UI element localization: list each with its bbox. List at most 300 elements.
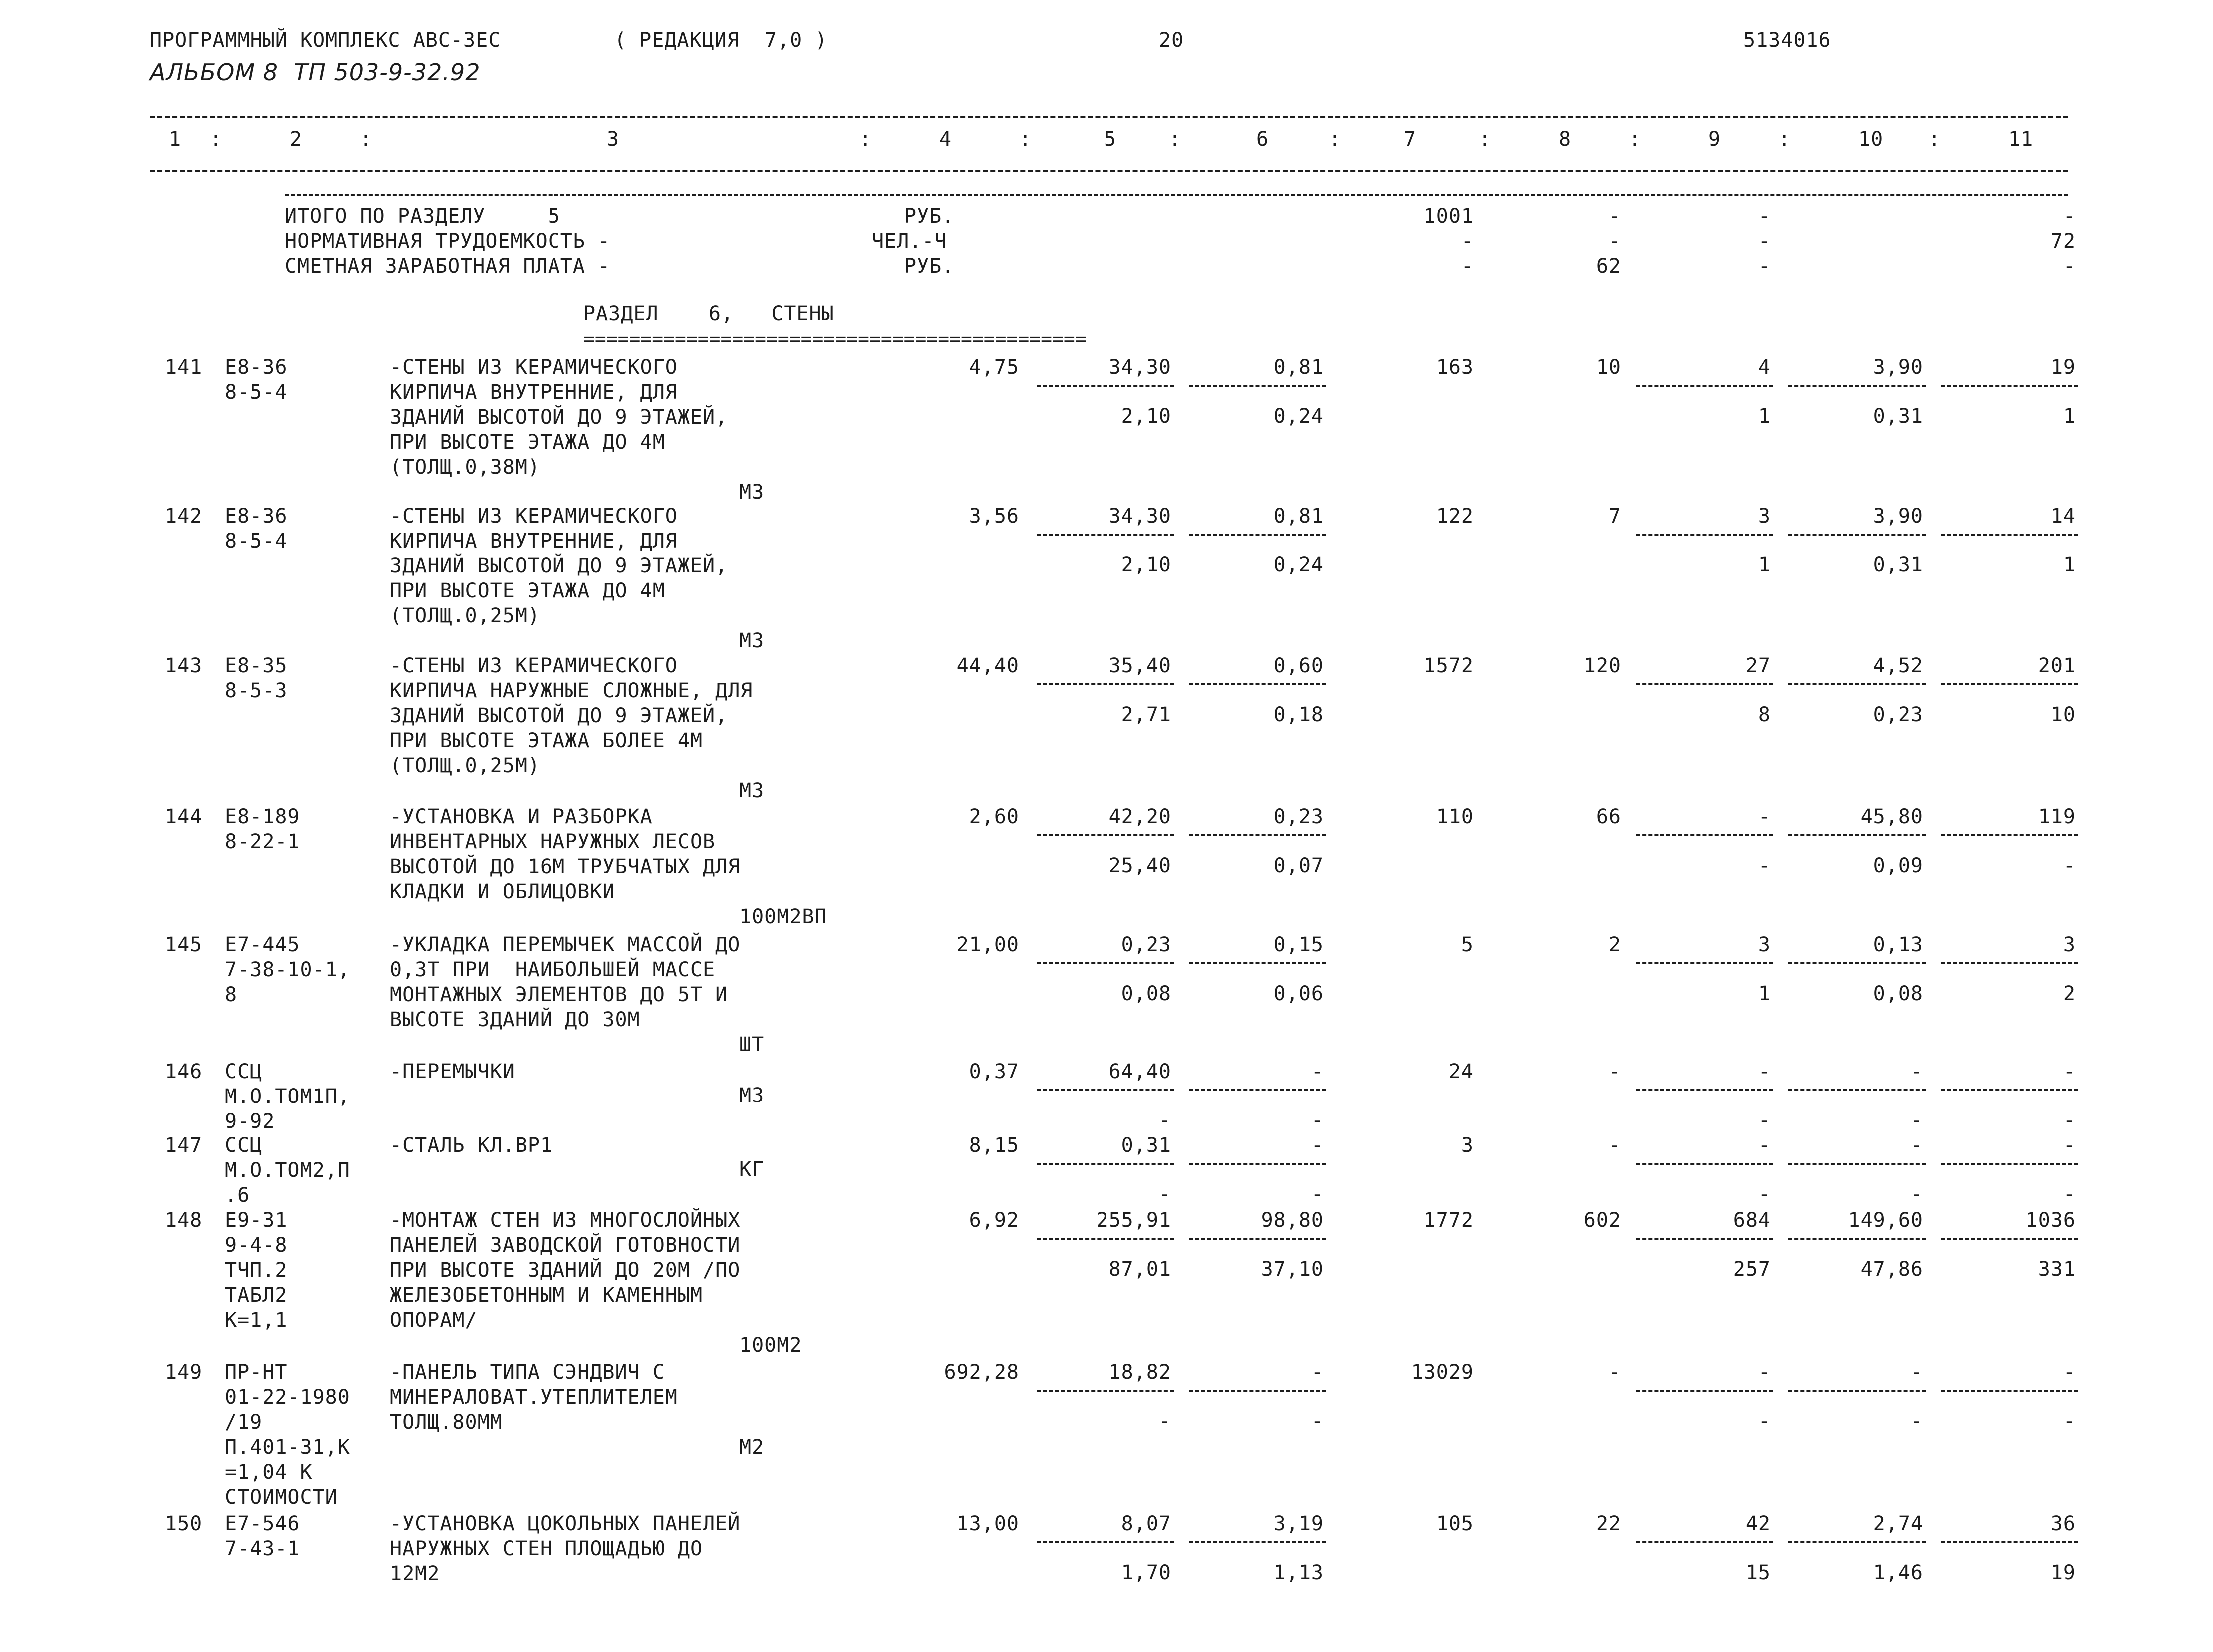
total-wages-value: - <box>1608 1060 1621 1083</box>
work-description: -ПЕРЕМЫЧКИ <box>390 1060 515 1083</box>
row-number: 143 <box>165 654 203 677</box>
totals-col7: - <box>1461 255 1474 278</box>
fraction-rule <box>1788 683 1926 685</box>
work-description: ВЫСОТЕ ЗДАНИЙ ДО 30М <box>390 1008 640 1031</box>
fraction-lower-value: 0,23 <box>1873 703 1923 726</box>
fraction-lower-value: 1 <box>2063 553 2076 576</box>
fraction-rule <box>1941 1163 2078 1165</box>
fraction-rule <box>1788 834 1926 836</box>
column-separator: : <box>1778 128 1791 151</box>
fraction-lower-value: - <box>1758 854 1771 877</box>
fraction-rule <box>1941 534 2078 536</box>
norm-code: 9-4-8 <box>225 1234 288 1257</box>
fraction-lower-value: 1,70 <box>1121 1561 1171 1584</box>
quantity-value: 13,00 <box>956 1512 1019 1535</box>
norm-code: 8 <box>225 983 238 1006</box>
unit-cost-value: 35,40 <box>1108 654 1171 677</box>
work-description: ПРИ ВЫСОТЕ ЭТАЖА ДО 4М <box>390 579 665 602</box>
work-description: 12М2 <box>390 1562 440 1585</box>
total-cost-value: 163 <box>1436 356 1474 379</box>
row-number: 150 <box>165 1512 203 1535</box>
total-wages-value: 22 <box>1596 1512 1621 1535</box>
total-cost-value: 122 <box>1436 505 1474 528</box>
fraction-rule <box>1189 385 1326 387</box>
column-header-10: 10 <box>1858 128 1884 151</box>
labor-unit-value: - <box>1910 1134 1923 1157</box>
fraction-rule <box>1037 534 1174 536</box>
column-header-1: 1 <box>169 128 182 151</box>
work-description: ЗДАНИЙ ВЫСОТОЙ ДО 9 ЭТАЖЕЙ, <box>390 554 728 577</box>
unit-cost-value: 64,40 <box>1108 1060 1171 1083</box>
unit-of-measure: ШТ <box>739 1033 765 1056</box>
work-description: ТОЛЩ.80ММ <box>390 1411 503 1434</box>
work-description: ПАНЕЛЕЙ ЗАВОДСКОЙ ГОТОВНОСТИ <box>390 1234 741 1257</box>
work-description: ВЫСОТОЙ ДО 16М ТРУБЧАТЫХ ДЛЯ <box>390 855 741 878</box>
fraction-rule <box>1189 834 1326 836</box>
fraction-lower-value: 257 <box>1733 1258 1771 1281</box>
fraction-lower-value: - <box>1910 1410 1923 1433</box>
norm-code: 8-5-4 <box>225 381 288 404</box>
labor-total-value: 36 <box>2050 1512 2076 1535</box>
total-machine-value: 27 <box>1745 654 1771 677</box>
fraction-lower-value: 0,06 <box>1273 982 1324 1005</box>
quantity-value: 21,00 <box>956 933 1019 956</box>
fraction-rule <box>1788 962 1926 964</box>
column-separator: : <box>1019 128 1032 151</box>
quantity-value: 3,56 <box>969 505 1019 528</box>
total-cost-value: 3 <box>1461 1134 1474 1157</box>
unit-cost-value: 34,30 <box>1108 356 1171 379</box>
fraction-rule <box>1636 834 1773 836</box>
quantity-value: 4,75 <box>969 356 1019 379</box>
fraction-lower-value: 0,31 <box>1873 553 1923 576</box>
totals-col11: 72 <box>2050 230 2076 253</box>
fraction-rule <box>1636 683 1773 685</box>
fraction-rule <box>1037 1541 1174 1543</box>
fraction-rule <box>1788 385 1926 387</box>
row-number: 142 <box>165 505 203 528</box>
row-number: 141 <box>165 356 203 379</box>
unit-of-measure: М2 <box>739 1436 765 1459</box>
fraction-rule <box>1189 1390 1326 1392</box>
quantity-value: 2,60 <box>969 805 1019 828</box>
unit-machine-cost-value: - <box>1311 1060 1324 1083</box>
totals-rule <box>285 194 2068 196</box>
fraction-rule <box>1189 1163 1326 1165</box>
fraction-rule <box>1788 1163 1926 1165</box>
labor-unit-value: 2,74 <box>1873 1512 1923 1535</box>
norm-code: 8-22-1 <box>225 830 300 853</box>
fraction-lower-value: 2,71 <box>1121 703 1171 726</box>
total-machine-value: - <box>1758 1060 1771 1083</box>
norm-code: 01-22-1980 <box>225 1386 350 1409</box>
totals-col7: - <box>1461 230 1474 253</box>
fraction-lower-value: 0,08 <box>1121 982 1171 1005</box>
norm-code: Е8-36 <box>225 356 288 379</box>
fraction-rule <box>1037 1390 1174 1392</box>
fraction-rule <box>1037 1089 1174 1091</box>
fraction-rule <box>1941 1541 2078 1543</box>
work-description: КЛАДКИ И ОБЛИЦОВКИ <box>390 880 615 903</box>
fraction-lower-value: 0,24 <box>1273 553 1324 576</box>
fraction-lower-value: 0,24 <box>1273 405 1324 428</box>
quantity-value: 44,40 <box>956 654 1019 677</box>
unit-machine-cost-value: 0,15 <box>1273 933 1324 956</box>
column-header-7: 7 <box>1404 128 1417 151</box>
fraction-lower-value: - <box>1158 1410 1171 1433</box>
unit-of-measure: КГ <box>739 1158 765 1181</box>
work-description: ПРИ ВЫСОТЕ ЗДАНИЙ ДО 20М /ПО <box>390 1259 741 1282</box>
total-machine-value: - <box>1758 1361 1771 1384</box>
norm-code: Е9-31 <box>225 1209 288 1232</box>
edition-label: ( РЕДАКЦИЯ 7,0 ) <box>614 29 828 52</box>
unit-machine-cost-value: - <box>1311 1134 1324 1157</box>
norm-code: 9-92 <box>225 1110 275 1133</box>
fraction-lower-value: 1 <box>1758 982 1771 1005</box>
column-header-11: 11 <box>2008 128 2034 151</box>
labor-unit-value: 45,80 <box>1860 805 1923 828</box>
norm-code: 8-5-4 <box>225 530 288 552</box>
fraction-rule <box>1941 1089 2078 1091</box>
fraction-lower-value: 19 <box>2050 1561 2076 1584</box>
fraction-rule <box>1788 534 1926 536</box>
fraction-rule <box>1189 683 1326 685</box>
labor-total-value: 19 <box>2050 356 2076 379</box>
total-machine-value: 3 <box>1758 933 1771 956</box>
total-cost-value: 13029 <box>1411 1361 1474 1384</box>
work-description: ЗДАНИЙ ВЫСОТОЙ ДО 9 ЭТАЖЕЙ, <box>390 704 728 727</box>
labor-unit-value: 3,90 <box>1873 505 1923 528</box>
unit-cost-value: 18,82 <box>1108 1361 1171 1384</box>
total-wages-value: 2 <box>1608 933 1621 956</box>
unit-machine-cost-value: 3,19 <box>1273 1512 1324 1535</box>
labor-unit-value: 3,90 <box>1873 356 1923 379</box>
column-separator: : <box>1169 128 1182 151</box>
unit-of-measure: М3 <box>739 1084 765 1107</box>
totals-label: СМЕТНАЯ ЗАРАБОТНАЯ ПЛАТА - <box>285 255 611 278</box>
totals-col9: - <box>1758 230 1771 253</box>
total-machine-value: 684 <box>1733 1209 1771 1232</box>
totals-unit: РУБ. <box>904 205 955 228</box>
fraction-lower-value: 2,10 <box>1121 405 1171 428</box>
norm-code: К=1,1 <box>225 1309 288 1332</box>
fraction-rule <box>1189 534 1326 536</box>
fraction-lower-value: 87,01 <box>1108 1258 1171 1281</box>
column-header-2: 2 <box>290 128 303 151</box>
norm-code: ПР-НТ <box>225 1361 288 1384</box>
norm-code: ТЧП.2 <box>225 1259 288 1282</box>
fraction-rule <box>1636 1238 1773 1240</box>
fraction-rule <box>1037 834 1174 836</box>
total-machine-value: 3 <box>1758 505 1771 528</box>
total-wages-value: 120 <box>1583 654 1621 677</box>
work-description: -СТАЛЬ КЛ.ВР1 <box>390 1134 553 1157</box>
work-description: КИРПИЧА ВНУТРЕННИЕ, ДЛЯ <box>390 381 678 404</box>
fraction-lower-value: - <box>1311 1183 1324 1206</box>
total-cost-value: 110 <box>1436 805 1474 828</box>
row-number: 149 <box>165 1361 203 1384</box>
row-number: 146 <box>165 1060 203 1083</box>
work-description: -УКЛАДКА ПЕРЕМЫЧЕК МАССОЙ ДО <box>390 933 741 956</box>
header-rule-bottom <box>150 170 2068 172</box>
work-description: -СТЕНЫ ИЗ КЕРАМИЧЕСКОГО <box>390 505 678 528</box>
row-number: 144 <box>165 805 203 828</box>
totals-label: НОРМАТИВНАЯ ТРУДОЕМКОСТЬ - <box>285 230 611 253</box>
fraction-rule <box>1189 1238 1326 1240</box>
work-description: (ТОЛЩ.0,38М) <box>390 456 540 479</box>
totals-col9: - <box>1758 205 1771 228</box>
work-description: ИНВЕНТАРНЫХ НАРУЖНЫХ ЛЕСОВ <box>390 830 716 853</box>
fraction-rule <box>1941 834 2078 836</box>
totals-col8: 62 <box>1596 255 1621 278</box>
column-separator: : <box>1928 128 1941 151</box>
row-number: 148 <box>165 1209 203 1232</box>
fraction-rule <box>1037 385 1174 387</box>
labor-total-value: 14 <box>2050 505 2076 528</box>
work-description: МИНЕРАЛОВАТ.УТЕПЛИТЕЛЕМ <box>390 1386 678 1409</box>
fraction-lower-value: 1,13 <box>1273 1561 1324 1584</box>
column-separator: : <box>1329 128 1342 151</box>
labor-total-value: - <box>2063 1361 2076 1384</box>
totals-col8: - <box>1608 205 1621 228</box>
fraction-lower-value: 0,08 <box>1873 982 1923 1005</box>
unit-of-measure: М3 <box>739 481 765 504</box>
unit-of-measure: М3 <box>739 779 765 802</box>
norm-code: Е7-445 <box>225 933 300 956</box>
unit-cost-value: 34,30 <box>1108 505 1171 528</box>
fraction-rule <box>1941 683 2078 685</box>
fraction-rule <box>1189 962 1326 964</box>
fraction-lower-value: 2,10 <box>1121 553 1171 576</box>
fraction-rule <box>1636 962 1773 964</box>
work-description: ОПОРАМ/ <box>390 1309 478 1332</box>
labor-total-value: 3 <box>2063 933 2076 956</box>
fraction-lower-value: 1 <box>2063 405 2076 428</box>
fraction-rule <box>1037 683 1174 685</box>
quantity-value: 0,37 <box>969 1060 1019 1083</box>
fraction-lower-value: 0,31 <box>1873 405 1923 428</box>
labor-total-value: 201 <box>2038 654 2076 677</box>
fraction-rule <box>1636 1163 1773 1165</box>
fraction-rule <box>1788 1390 1926 1392</box>
labor-total-value: 119 <box>2038 805 2076 828</box>
fraction-rule <box>1941 1238 2078 1240</box>
unit-machine-cost-value: 0,81 <box>1273 505 1324 528</box>
column-separator: : <box>360 128 373 151</box>
column-header-5: 5 <box>1104 128 1117 151</box>
unit-cost-value: 42,20 <box>1108 805 1171 828</box>
norm-code: Е8-189 <box>225 805 300 828</box>
labor-unit-value: - <box>1910 1361 1923 1384</box>
unit-machine-cost-value: 0,81 <box>1273 356 1324 379</box>
total-wages-value: 7 <box>1608 505 1621 528</box>
norm-code: ССЦ <box>225 1134 263 1157</box>
fraction-rule <box>1788 1541 1926 1543</box>
column-header-8: 8 <box>1559 128 1572 151</box>
fraction-rule <box>1037 1163 1174 1165</box>
work-description: -МОНТАЖ СТЕН ИЗ МНОГОСЛОЙНЫХ <box>390 1209 741 1232</box>
totals-col8: - <box>1608 230 1621 253</box>
fraction-lower-value: 331 <box>2038 1258 2076 1281</box>
norm-code: Е8-35 <box>225 654 288 677</box>
fraction-lower-value: - <box>1758 1183 1771 1206</box>
album-stamp: АЛЬБОМ 8 ТП 503-9-32.92 <box>150 59 481 86</box>
total-wages-value: - <box>1608 1134 1621 1157</box>
work-description: НАРУЖНЫХ СТЕН ПЛОЩАДЬЮ ДО <box>390 1537 703 1560</box>
column-header-9: 9 <box>1708 128 1721 151</box>
unit-cost-value: 255,91 <box>1096 1209 1171 1232</box>
unit-cost-value: 0,23 <box>1121 933 1171 956</box>
column-header-4: 4 <box>939 128 952 151</box>
work-description: ПРИ ВЫСОТЕ ЭТАЖА БОЛЕЕ 4М <box>390 729 703 752</box>
norm-code: ССЦ <box>225 1060 263 1083</box>
fraction-lower-value: 37,10 <box>1261 1258 1324 1281</box>
norm-code: М.О.ТОМ1П, <box>225 1085 350 1108</box>
fraction-rule <box>1788 1238 1926 1240</box>
fraction-lower-value: 1 <box>1758 405 1771 428</box>
fraction-lower-value: - <box>2063 854 2076 877</box>
work-description: ЗДАНИЙ ВЫСОТОЙ ДО 9 ЭТАЖЕЙ, <box>390 406 728 429</box>
unit-cost-value: 0,31 <box>1121 1134 1171 1157</box>
work-description: (ТОЛЩ.0,25М) <box>390 754 540 777</box>
norm-code: П.401-31,К <box>225 1436 350 1459</box>
norm-code: Е8-36 <box>225 505 288 528</box>
norm-code: .6 <box>225 1184 250 1207</box>
total-wages-value: 602 <box>1583 1209 1621 1232</box>
fraction-lower-value: - <box>2063 1109 2076 1132</box>
fraction-rule <box>1636 385 1773 387</box>
norm-code: ТАБЛ2 <box>225 1284 288 1307</box>
document-number: 5134016 <box>1743 29 1831 52</box>
fraction-rule <box>1636 534 1773 536</box>
fraction-lower-value: - <box>1158 1109 1171 1132</box>
totals-unit: ЧЕЛ.-Ч <box>872 230 947 253</box>
totals-col9: - <box>1758 255 1771 278</box>
fraction-lower-value: 0,18 <box>1273 703 1324 726</box>
norm-code: /19 <box>225 1411 263 1434</box>
fraction-lower-value: 0,09 <box>1873 854 1923 877</box>
labor-unit-value: 4,52 <box>1873 654 1923 677</box>
norm-code: Е7-546 <box>225 1512 300 1535</box>
labor-unit-value: 0,13 <box>1873 933 1923 956</box>
row-number: 147 <box>165 1134 203 1157</box>
totals-col7: 1001 <box>1423 205 1474 228</box>
fraction-lower-value: - <box>1311 1410 1324 1433</box>
total-machine-value: - <box>1758 805 1771 828</box>
work-description: -ПАНЕЛЬ ТИПА СЭНДВИЧ С <box>390 1361 665 1384</box>
fraction-lower-value: 1,46 <box>1873 1561 1923 1584</box>
fraction-lower-value: 2 <box>2063 982 2076 1005</box>
fraction-lower-value: 0,07 <box>1273 854 1324 877</box>
totals-unit: РУБ. <box>904 255 955 278</box>
unit-cost-value: 8,07 <box>1121 1512 1171 1535</box>
norm-code: 7-38-10-1, <box>225 958 350 981</box>
column-separator: : <box>859 128 872 151</box>
fraction-rule <box>1941 962 2078 964</box>
quantity-value: 6,92 <box>969 1209 1019 1232</box>
total-cost-value: 1572 <box>1423 654 1474 677</box>
fraction-lower-value: 10 <box>2050 703 2076 726</box>
work-description: ПРИ ВЫСОТЕ ЭТАЖА ДО 4М <box>390 431 665 454</box>
fraction-rule <box>1941 1390 2078 1392</box>
column-separator: : <box>210 128 223 151</box>
unit-machine-cost-value: - <box>1311 1361 1324 1384</box>
fraction-lower-value: - <box>1158 1183 1171 1206</box>
total-machine-value: 4 <box>1758 356 1771 379</box>
fraction-rule <box>1788 1089 1926 1091</box>
work-description: КИРПИЧА ВНУТРЕННИЕ, ДЛЯ <box>390 530 678 552</box>
norm-code: СТОИМОСТИ <box>225 1486 338 1509</box>
total-wages-value: - <box>1608 1361 1621 1384</box>
row-number: 145 <box>165 933 203 956</box>
fraction-lower-value: - <box>2063 1183 2076 1206</box>
total-wages-value: 66 <box>1596 805 1621 828</box>
fraction-lower-value: - <box>2063 1410 2076 1433</box>
labor-unit-value: - <box>1910 1060 1923 1083</box>
fraction-lower-value: 1 <box>1758 553 1771 576</box>
fraction-rule <box>1037 1238 1174 1240</box>
fraction-lower-value: 25,40 <box>1108 854 1171 877</box>
header-rule-top <box>150 116 2068 118</box>
program-title: ПРОГРАММНЫЙ КОМПЛЕКС АВС-3ЕС <box>150 29 501 52</box>
unit-of-measure: 100М2ВП <box>739 905 827 928</box>
work-description: -УСТАНОВКА ЦОКОЛЬНЫХ ПАНЕЛЕЙ <box>390 1512 741 1535</box>
total-wages-value: 10 <box>1596 356 1621 379</box>
column-header-6: 6 <box>1256 128 1269 151</box>
labor-total-value: 1036 <box>2025 1209 2076 1232</box>
norm-code: М.О.ТОМ2,П <box>225 1159 350 1182</box>
norm-code: =1,04 К <box>225 1461 313 1484</box>
total-machine-value: - <box>1758 1134 1771 1157</box>
total-cost-value: 24 <box>1448 1060 1474 1083</box>
work-description: КИРПИЧА НАРУЖНЫЕ СЛОЖНЫЕ, ДЛЯ <box>390 679 753 702</box>
fraction-lower-value: - <box>1910 1183 1923 1206</box>
fraction-rule <box>1636 1541 1773 1543</box>
column-header-3: 3 <box>607 128 620 151</box>
totals-label: ИТОГО ПО РАЗДЕЛУ 5 <box>285 205 560 228</box>
unit-machine-cost-value: 0,23 <box>1273 805 1324 828</box>
quantity-value: 692,28 <box>944 1361 1019 1384</box>
fraction-rule <box>1037 962 1174 964</box>
norm-code: 8-5-3 <box>225 679 288 702</box>
norm-code: 7-43-1 <box>225 1537 300 1560</box>
work-description: (ТОЛЩ.0,25М) <box>390 604 540 627</box>
total-cost-value: 1772 <box>1423 1209 1474 1232</box>
labor-unit-value: 149,60 <box>1848 1209 1923 1232</box>
work-description: -УСТАНОВКА И РАЗБОРКА <box>390 805 653 828</box>
fraction-lower-value: - <box>1311 1109 1324 1132</box>
section-title-rule: ============================================ <box>583 328 1087 350</box>
column-separator: : <box>1479 128 1492 151</box>
fraction-rule <box>1636 1390 1773 1392</box>
unit-of-measure: М3 <box>739 629 765 652</box>
section-title: РАЗДЕЛ 6, СТЕНЫ <box>583 302 834 325</box>
work-description: ЖЕЛЕЗОБЕТОННЫМ И КАМЕННЫМ <box>390 1284 703 1307</box>
fraction-lower-value: 47,86 <box>1860 1258 1923 1281</box>
fraction-rule <box>1189 1089 1326 1091</box>
total-machine-value: 42 <box>1745 1512 1771 1535</box>
fraction-lower-value: - <box>1758 1410 1771 1433</box>
quantity-value: 8,15 <box>969 1134 1019 1157</box>
total-cost-value: 5 <box>1461 933 1474 956</box>
unit-machine-cost-value: 0,60 <box>1273 654 1324 677</box>
work-description: -СТЕНЫ ИЗ КЕРАМИЧЕСКОГО <box>390 356 678 379</box>
labor-total-value: - <box>2063 1134 2076 1157</box>
unit-of-measure: 100М2 <box>739 1334 802 1357</box>
totals-col11: - <box>2063 205 2076 228</box>
work-description: 0,3Т ПРИ НАИБОЛЬШЕЙ МАССЕ <box>390 958 716 981</box>
totals-col11: - <box>2063 255 2076 278</box>
